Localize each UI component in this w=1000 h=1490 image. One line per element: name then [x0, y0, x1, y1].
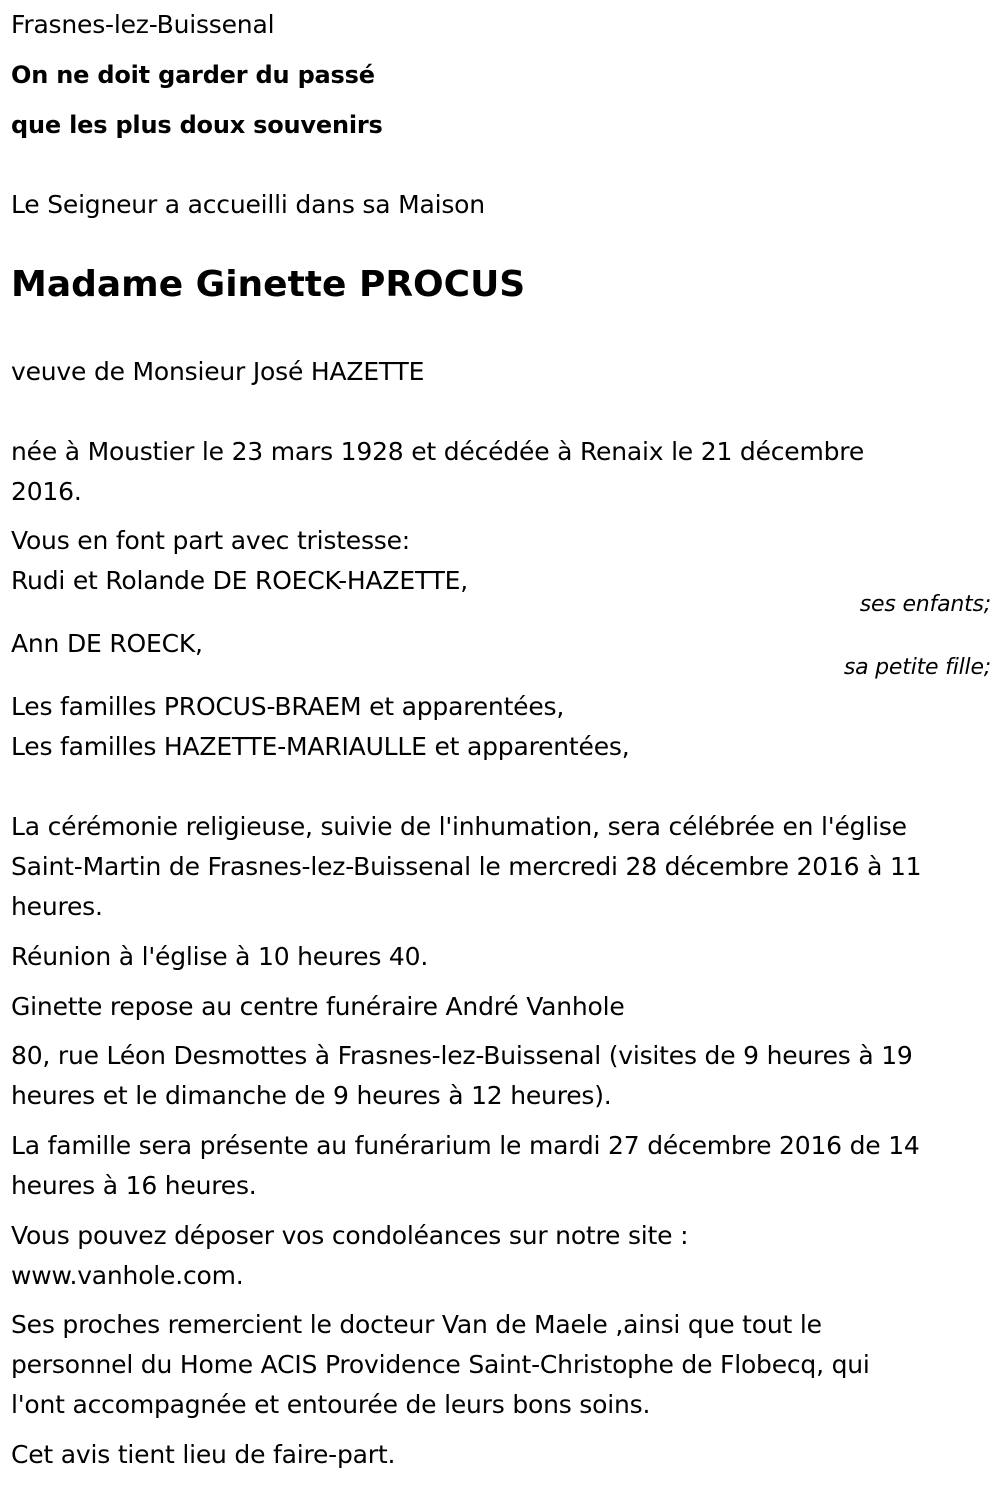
meeting-text: Réunion à l'église à 10 heures 40. [11, 942, 429, 971]
condolences-text: Vous pouvez déposer vos condoléances sur notre site : [11, 1221, 689, 1250]
intro-text: Le Seigneur a accueilli dans sa Maison [11, 190, 485, 219]
closing-text: Cet avis tient lieu de faire-part. [11, 1440, 396, 1469]
thanks-line: Ses proches remercient le docteur Van de Maele ,ainsi que tout le [11, 1310, 822, 1339]
family-member-name: Rudi et Rolande DE ROECK-HAZETTE, [11, 566, 468, 595]
extended-family-line: Les familles HAZETTE-MARIAULLE et apparentées, [11, 732, 630, 761]
family-presence-line: La famille sera présente au funérarium le mardi 27 décembre 2016 de 14 [11, 1131, 920, 1160]
quote-line-2: que les plus doux souvenirs [11, 111, 383, 139]
quote-line-1: On ne doit garder du passé [11, 61, 375, 89]
ceremony-line: La cérémonie religieuse, suivie de l'inhumation, sera célébrée en l'église [11, 812, 907, 841]
family-announce: Vous en font part avec tristesse: [11, 526, 411, 555]
funeral-home-intro: Ginette repose au centre funéraire André Vanhole [11, 992, 625, 1021]
spouse-text: veuve de Monsieur José HAZETTE [11, 357, 425, 386]
family-member-relation: sa petite fille; [843, 655, 991, 680]
family-member-relation: ses enfants; [859, 592, 991, 617]
extended-family-line: Les familles PROCUS-BRAEM et apparentées, [11, 692, 565, 721]
funeral-home-address-line: heures et le dimanche de 9 heures à 12 heures). [11, 1081, 612, 1110]
family-member-name: Ann DE ROECK, [11, 629, 203, 658]
funeral-home-address-line: 80, rue Léon Desmottes à Frasnes-lez-Buissenal (visites de 9 heures à 19 [11, 1041, 913, 1070]
family-presence-line: heures à 16 heures. [11, 1171, 257, 1200]
thanks-line: l'ont accompagnée et entourée de leurs bons soins. [11, 1390, 651, 1419]
location-text: Frasnes-lez-Buissenal [11, 10, 275, 39]
thanks-line: personnel du Home ACIS Providence Saint-Christophe de Flobecq, qui [11, 1350, 870, 1379]
birth-death-line-2: 2016. [11, 477, 82, 506]
birth-death-line-1: née à Moustier le 23 mars 1928 et décédée à Renaix le 21 décembre [11, 437, 865, 466]
condolences-website-link[interactable]: www.vanhole.com. [11, 1261, 244, 1290]
deceased-name: Madame Ginette PROCUS [11, 264, 526, 305]
ceremony-line: Saint-Martin de Frasnes-lez-Buissenal le mercredi 28 décembre 2016 à 11 [11, 852, 922, 881]
ceremony-line: heures. [11, 892, 103, 921]
